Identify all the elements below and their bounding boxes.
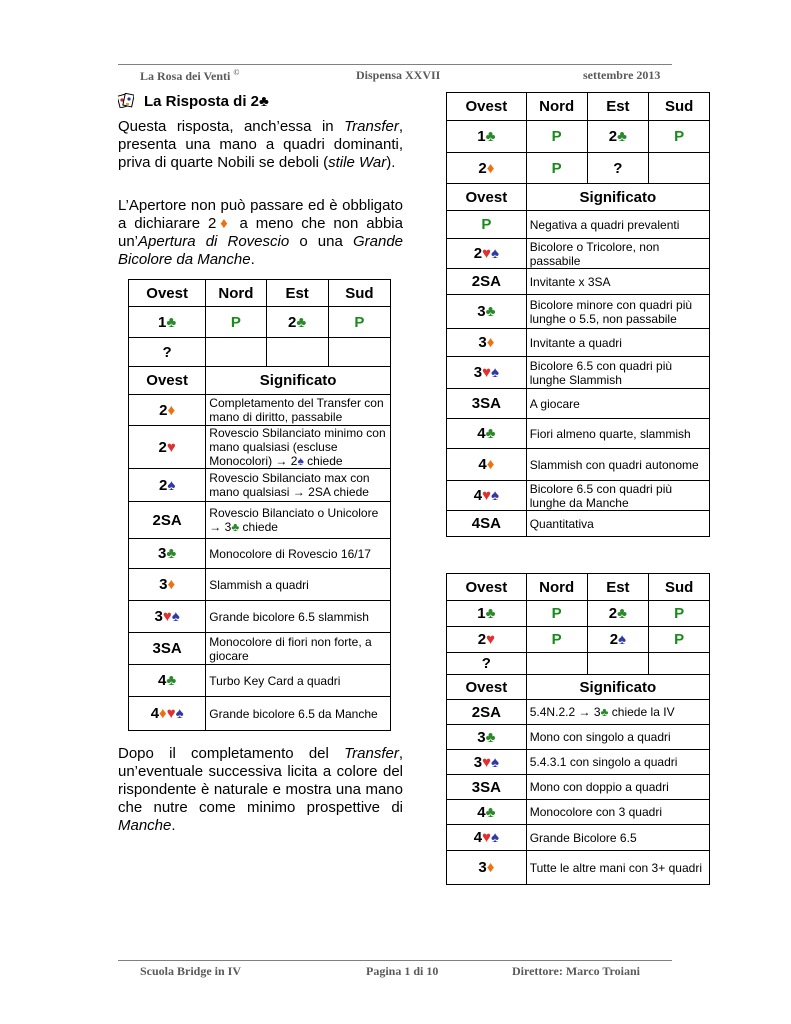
title-text: La Risposta di 2♣ — [144, 93, 269, 110]
meaning-cell: Bicolore 6.5 con quadri più lunghe da Manche — [526, 481, 709, 511]
meaning-cell: Slammish con quadri autonome — [526, 449, 709, 481]
meaning-cell: Bicolore minore con quadri più lunghe o 5.5, non passabile — [526, 295, 709, 329]
bid-cell: P — [328, 307, 390, 338]
bid-cell: 3♣ — [129, 539, 206, 569]
section-title — [118, 93, 269, 110]
table-row — [129, 395, 391, 426]
page-header — [118, 64, 672, 83]
table-row — [129, 697, 391, 731]
table-row — [129, 569, 391, 601]
bid-cell: 4SA — [447, 511, 527, 537]
meaning-cell: Mono con singolo a quadri — [526, 725, 709, 750]
meaning-cell: Grande bicolore 6.5 da Manche — [206, 697, 391, 731]
meaning-cell: Quantitativa — [526, 511, 709, 537]
meaning-cell: 5.4N.2.2 → 3♣ chiede la IV — [526, 700, 709, 725]
meaning-cell: Grande Bicolore 6.5 — [526, 825, 709, 851]
bidding-table-1 — [128, 279, 391, 731]
col-significato: Significato — [526, 184, 709, 211]
col-nord: Nord — [526, 93, 587, 121]
bid-cell: 3♥♠ — [129, 601, 206, 633]
meaning-cell: Fiori almeno quarte, slammish — [526, 419, 709, 449]
table-row — [447, 449, 710, 481]
meaning-cell: Grande bicolore 6.5 slammish — [206, 601, 391, 633]
cards-logo-icon — [118, 93, 134, 108]
meaning-cell: A giocare — [526, 389, 709, 419]
table-row — [447, 389, 710, 419]
bid-cell: 4♦ — [447, 449, 527, 481]
meaning-cell: Mono con doppio a quadri — [526, 775, 709, 800]
bid-cell: 4♣ — [447, 800, 527, 825]
meaning-cell: 5.4.3.1 con singolo a quadri — [526, 750, 709, 775]
bid-cell: 2♣ — [266, 307, 328, 338]
meaning-cell: Completamento del Transfer con mano di diritto, passabile — [206, 395, 391, 426]
col-sud: Sud — [649, 574, 710, 601]
empty-cell — [206, 338, 266, 367]
page-footer — [118, 960, 672, 979]
meaning-cell: Rovescio Sbilanciato max con mano qualsiasi → 2SA chiede — [206, 469, 391, 502]
empty-cell — [266, 338, 328, 367]
bid-cell: ? — [129, 338, 206, 367]
col-est: Est — [587, 93, 649, 121]
col-ovest: Ovest — [129, 367, 206, 395]
bid-cell: 1♣ — [129, 307, 206, 338]
col-ovest: Ovest — [129, 280, 206, 307]
empty-cell — [649, 653, 710, 675]
meaning-cell: Monocolore con 3 quadri — [526, 800, 709, 825]
header-left: La Rosa dei Venti © — [140, 68, 240, 83]
table-row — [129, 633, 391, 665]
bid-cell: 2SA — [447, 700, 527, 725]
bid-cell: 4♥♠ — [447, 481, 527, 511]
col-ovest: Ovest — [447, 184, 527, 211]
bid-cell: 2SA — [447, 269, 527, 295]
paragraph-3: Dopo il completamento del Transfer, un’eventuale successiva licita a colore del rispondente è naturale e mostra una mano che nutre come minimo prospettive di Manche. — [118, 745, 403, 834]
bid-cell: 2♣ — [587, 601, 649, 627]
empty-cell — [526, 653, 587, 675]
bid-cell: P — [526, 627, 587, 653]
bid-cell: 3♦ — [129, 569, 206, 601]
table-row — [447, 269, 710, 295]
bid-cell: 3♣ — [447, 295, 527, 329]
table-row — [447, 851, 710, 885]
bidding-table-3 — [446, 573, 710, 885]
table-row — [129, 426, 391, 469]
bid-cell: P — [649, 627, 710, 653]
table-row — [129, 601, 391, 633]
meaning-cell: Slammish a quadri — [206, 569, 391, 601]
empty-cell — [587, 653, 649, 675]
table-row — [447, 481, 710, 511]
col-sud: Sud — [328, 280, 390, 307]
col-ovest: Ovest — [447, 675, 527, 700]
bid-cell: 2♦ — [129, 395, 206, 426]
table-row — [129, 665, 391, 697]
col-ovest: Ovest — [447, 574, 527, 601]
table-row — [447, 419, 710, 449]
col-sud: Sud — [649, 93, 710, 121]
bid-cell: 3♦ — [447, 851, 527, 885]
bid-cell: ? — [447, 653, 527, 675]
bid-cell: 1♣ — [447, 601, 527, 627]
col-est: Est — [266, 280, 328, 307]
meaning-cell: Invitante x 3SA — [526, 269, 709, 295]
bid-cell: 3♦ — [447, 329, 527, 357]
bid-cell: P — [649, 121, 710, 153]
bid-cell: 3SA — [447, 775, 527, 800]
header-center: Dispensa XXVII — [356, 68, 441, 82]
paragraph-2: L’Apertore non può passare ed è obbligato a dichiarare 2♦ a meno che non abbia un’Apertura di Rovescio o una Grande Bicolore da Manche. — [118, 197, 404, 268]
col-ovest: Ovest — [447, 93, 527, 121]
meaning-cell: Turbo Key Card a quadri — [206, 665, 391, 697]
table-row — [129, 469, 391, 502]
table-row — [447, 295, 710, 329]
table-row — [447, 775, 710, 800]
col-nord: Nord — [526, 574, 587, 601]
col-significato: Significato — [206, 367, 391, 395]
bid-cell: 4♥♠ — [447, 825, 527, 851]
paragraph-1: Questa risposta, anch’essa in Transfer, presenta una mano a quadri dominanti, priva di quarte Nobili se deboli (stile War). — [118, 118, 403, 171]
bid-cell: 2♦ — [447, 153, 527, 184]
table-row — [447, 329, 710, 357]
bid-cell: 1♣ — [447, 121, 527, 153]
bid-cell: 4♣ — [129, 665, 206, 697]
bid-cell: 4♣ — [447, 419, 527, 449]
bid-cell: 2♠ — [587, 627, 649, 653]
meaning-cell: Rovescio Sbilanciato minimo con mano qualsiasi (escluse Monocolori) → 2♠ chiede — [206, 426, 391, 469]
meaning-cell: Negativa a quadri prevalenti — [526, 211, 709, 239]
header-right: settembre 2013 — [583, 68, 661, 82]
meaning-cell: Monocolore di fiori non forte, a giocare — [206, 633, 391, 665]
table-row — [129, 502, 391, 539]
table-row — [447, 825, 710, 851]
meaning-cell: Monocolore di Rovescio 16/17 — [206, 539, 391, 569]
meaning-cell: Tutte le altre mani con 3+ quadri — [526, 851, 709, 885]
bid-cell: 4♦♥♠ — [129, 697, 206, 731]
table-row — [447, 511, 710, 537]
bid-cell: 2♥ — [129, 426, 206, 469]
col-nord: Nord — [206, 280, 266, 307]
bid-cell: 3♥♠ — [447, 357, 527, 389]
bid-cell: P — [526, 601, 587, 627]
table-row — [447, 700, 710, 725]
bid-cell: P — [526, 153, 587, 184]
bid-cell: ? — [587, 153, 649, 184]
bid-cell: 3♥♠ — [447, 750, 527, 775]
bid-cell: 2♠ — [129, 469, 206, 502]
footer-left: Scuola Bridge in IV — [140, 964, 242, 978]
table-row — [447, 239, 710, 269]
footer-center: Pagina 1 di 10 — [366, 964, 439, 978]
table-row — [447, 211, 710, 239]
bidding-table-2 — [446, 92, 710, 537]
bid-cell: P — [206, 307, 266, 338]
bid-cell: 3SA — [129, 633, 206, 665]
bid-cell: 2♥ — [447, 627, 527, 653]
meaning-cell: Invitante a quadri — [526, 329, 709, 357]
meaning-cell: Bicolore 6.5 con quadri più lunghe Slammish — [526, 357, 709, 389]
table-row — [447, 725, 710, 750]
empty-cell — [649, 153, 710, 184]
bid-cell: 3♣ — [447, 725, 527, 750]
col-significato: Significato — [526, 675, 709, 700]
bid-cell: P — [526, 121, 587, 153]
bid-cell: P — [649, 601, 710, 627]
meaning-cell: Bicolore o Tricolore, non passabile — [526, 239, 709, 269]
col-est: Est — [587, 574, 649, 601]
table-row — [447, 800, 710, 825]
table-row — [447, 750, 710, 775]
bid-cell: 2SA — [129, 502, 206, 539]
bid-cell: 3SA — [447, 389, 527, 419]
table-row — [129, 539, 391, 569]
table-row — [447, 357, 710, 389]
footer-right: Direttore: Marco Troiani — [512, 964, 640, 978]
bid-cell: P — [447, 211, 527, 239]
empty-cell — [328, 338, 390, 367]
bid-cell: 2♥♠ — [447, 239, 527, 269]
meaning-cell: Rovescio Bilanciato o Unicolore → 3♣ chiede — [206, 502, 391, 539]
bid-cell: 2♣ — [587, 121, 649, 153]
